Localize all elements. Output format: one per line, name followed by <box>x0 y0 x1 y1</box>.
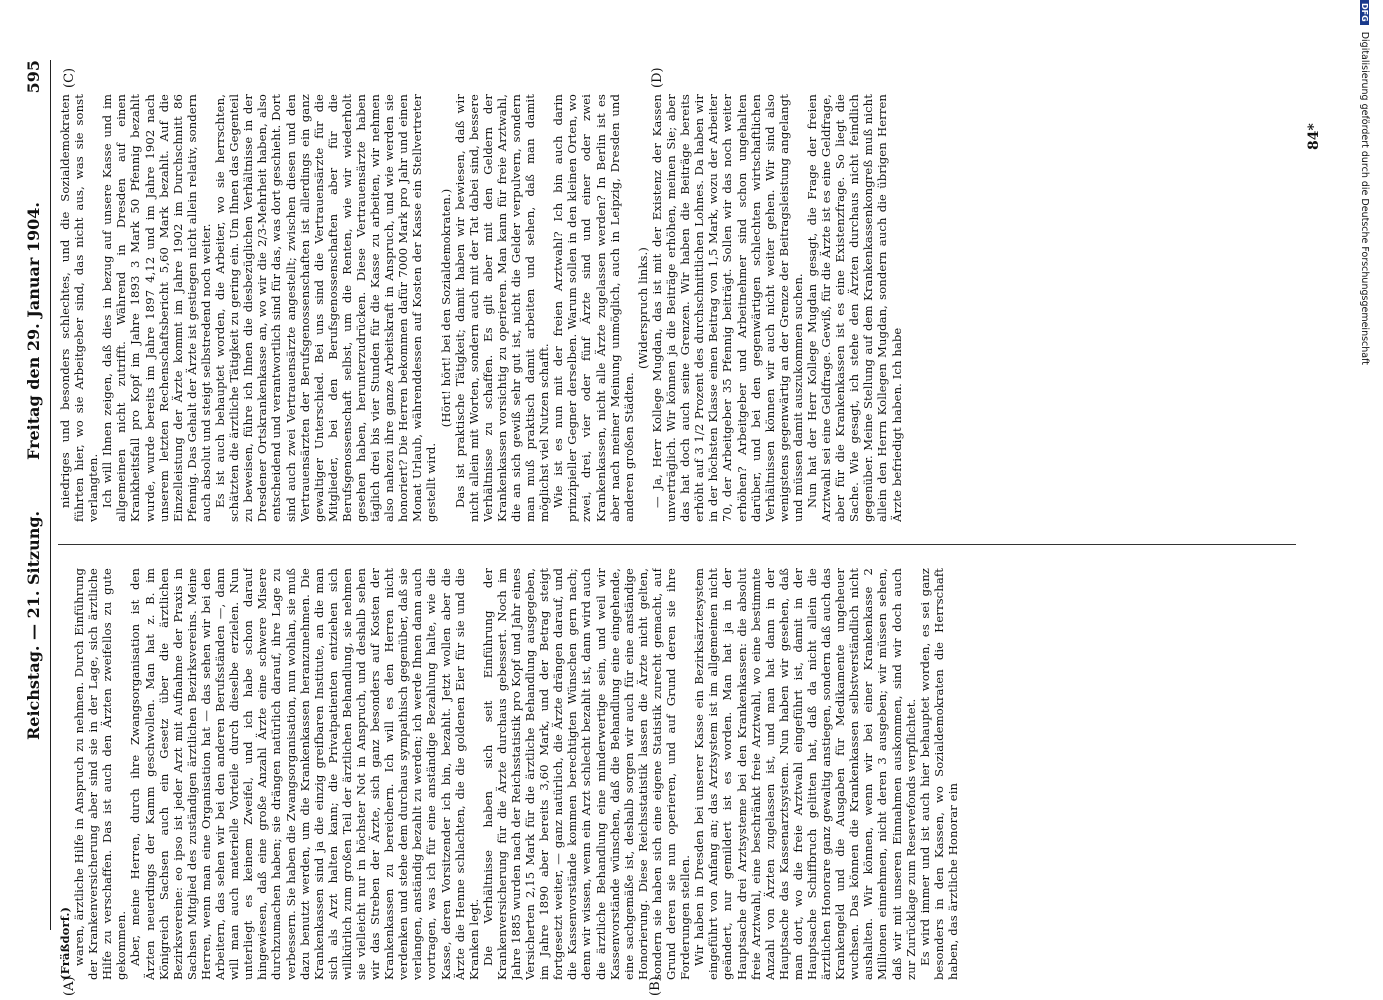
page-number: 595 <box>24 60 43 94</box>
paragraph <box>213 94 439 522</box>
right-column <box>58 94 1296 522</box>
paragraph-text: Wie ist es nun mit der freien Arztwahl? Ich bin auch darin prinzipieller Gegner derselben. Warum sollen in den kleinen Orten, wo zwei, drei, vier oder fünf Ärzte sind und einer oder zwei Krankenkassen, nicht alle Ärzte zugelassen werden? In Berlin ist es aber nach meiner Meinung unmöglich, auch in Leipzig, Dresden und anderen großen Städten. <box>551 94 636 522</box>
header-date: Freitag den 29. Januar 1904. <box>24 202 43 460</box>
digitization-credit <box>1356 0 1370 1000</box>
paragraph <box>439 94 453 522</box>
paragraph-text: waren, ärztliche Hilfe in Anspruch zu nehmen. Durch Einführung der Krankenversicherung aber sind sie in der Lage, sich ärztliche Hilfe zu verschaffen. Das ist auch den Ärzten zweifellos zu gute gekommen. <box>72 568 129 980</box>
paragraph <box>551 94 636 522</box>
paragraph-text: Die Verhältnisse haben sich seit Einführung der Krankenversicherung für die Ärzte durchaus gebessert. Noch im Jahre 1885 wurden nach der Reichsstatistik pro Kopf und Jahr eines Versicherten 2,15 Mark für die ärztliche Behandlung ausgegeben, im Jahre 1890 aber bereits 3,60 Mark, und der Betrag steigt fortgesetzt weiter, — ganz natürlich, die Ärzte drängen darauf, und die Kassenvorstände kommen berechtigten Wünschen gern nach; denn wir wissen, wenn ein Arzt schlecht bezahlt ist, dann wird auch die ärztliche Behandlung eine minderwertige sein, und weil wir Kassenvorstände wünschen, daß die Behandlung eine eingehende, eine sachgemäße ist, deshalb sorgen wir auch für eine anständige Honorierung. Diese Reichsstatistik lassen die Ärzte nicht gelten, sondern sie haben sich eine eigene Statistik zurecht gemacht, auf Grund deren sie nun operieren, und auf Grund deren sie ihre Forderungen stellen. <box>480 568 693 980</box>
paragraph <box>650 94 805 522</box>
paragraph <box>918 568 960 980</box>
paragraph <box>72 568 128 980</box>
paragraph-text: — Ja, Herr Kollege Mugdan, das ist mit der Existenz der Kassen unverträglich. Wir können ja die Beiträge erhöhen, meinen Sie; aber das hat doch auch seine Grenzen. Wir haben die Beiträge bereits erhöht auf 3 1/2 Prozent des durchschnittlichen Lohnes. Da haben wir in der höchsten Klasse einen Beitrag von 1,5 Mark, wozu der Arbeiter 70, der Arbeitgeber 35 Pfennig beiträgt. Sollen wir das noch weiter erhöhen? Arbeitgeber und Arbeitnehmer sind schon ungehalten darüber, und bei den gegenwärtigen schlechten wirtschaftlichen Verhältnissen können wir auch nicht weiter gehen. Wir sind also wenigstens gegenwärtig an der Grenze der Beitragsleistung angelangt und müssen damit auszukommen suchen. <box>649 94 805 522</box>
paragraph-text: (Widerspruch links.) <box>635 247 650 369</box>
sheet-number: 84* <box>1306 123 1322 150</box>
paragraph-text: Nun hat der Herr Kollege Mugdan gesagt, die Frage der freien Arztwahl sei eine Geldfrage. Gewiß, für die Ärzte ist es eine Geldfrage, aber für die Krankenkassen ist es eine Existenzfrage. So liegt die Sache. Wie gesagt, ich stehe den Ärzten durchaus nicht feindlich gegenüber. Meine Stellung auf dem Krankenkassenkongreß muß nicht allein den Herrn Kollegen Mugdan, sondern auch die übrigen Herren Ärzte befriedigt haben. Ich habe <box>804 94 904 522</box>
paragraph-text: Das ist praktische Tätigkeit; damit haben wir bewiesen, daß wir nicht allein mit Worten, sondern auch mit der Tat dabei sind, bessere Verhältnisse zu schaffen. Es gilt aber mit den Geldern der Krankenkassen vorsichtig zu operieren. Man kann für freie Arztwahl, die an sich gewiß sehr gut ist, nicht die Gelder verpulvern, sondern man muß praktisch damit arbeiten und sehen, daß man damit möglichst viel Nutzen schafft. <box>452 94 552 522</box>
speaker-name: (Fräßdorf.) <box>58 906 72 980</box>
header-session: Reichstag. — 21. Sitzung. <box>24 510 43 740</box>
page-header <box>20 60 51 930</box>
paragraph-text: Es ist auch behauptet worden, die Arbeiter, wo sie herrschten, schätzten die ärztliche Tätigkeit zu gering ein. Um Ihnen das Gegenteil zu beweisen, führe ich Ihnen die diesbezüglichen Verhältnisse in der Dresdener Ortskrankenkasse an, wo wir die 2/3-Mehrheit haben, also entscheidend und verantwortlich sind für das, was dort geschieht. Dort sind auch zwei Vertrauensärzte angestellt; zwischen diesen und den Vertrauensärzten der Berufsgenossenschaften ist allerdings ein ganz gewaltiger Unterschied. Bei uns sind die Vertrauensärzte für die Mitglieder, bei den Berufsgenossenschaften aber für die Berufsgenossenschaft selbst, um die Renten, wie wir wiederholt gesehen haben, herunterzudrücken. Diese Vertrauensärzte haben täglich drei bis vier Stunden für die Kasse zu arbeiten, wir nehmen also nahezu ihre ganze Arbeitskraft in Anspruch, und wie werden sie honoriert? Die Herren bekommen dafür 7000 Mark pro Jahr und einen Monat Urlaub, währenddessen auf Kosten der Kasse ein Stellvertreter gestellt wird. <box>213 94 439 522</box>
column-divider <box>58 544 1296 545</box>
left-column <box>58 568 1296 980</box>
paragraph <box>58 568 72 980</box>
paragraph-text: Es wird immer und ist auch hier behauptet worden, es sei ganz besonders in den Kassen, wo Sozialdemokraten die Herrschaft haben, das ärztliche Honorar ein <box>917 568 960 980</box>
margin-mark-b: (B) <box>648 976 663 996</box>
paragraph <box>58 94 100 522</box>
margin-mark-a: (A) <box>62 976 77 996</box>
paragraph <box>453 94 552 522</box>
dfg-logo-icon: DFG <box>1360 0 1369 25</box>
paragraph-text: Ich will Ihnen zeigen, daß dies in bezug auf unsere Kasse und im allgemeinen nicht zutrifft. Während in Dresden auf einen Krankheitsfall pro Kopf im Jahre 1893 3 Mark 50 Pfennig bezahlt wurde, wurde bereits im Jahre 1897 4,12 und im Jahre 1902 nach unserem letzten Rechenschaftsbericht 5,60 Mark bezahlt. Auf die Einzelleistung der Ärzte kommt im Jahre 1902 im Durchschnitt 86 Pfennig. Das Gehalt der Ärzte ist gestiegen nicht allein relativ, sondern auch absolut und steigt selbstredend noch weiter. <box>100 94 213 522</box>
paragraph <box>805 94 904 522</box>
paragraph <box>636 94 650 522</box>
margin-mark-d: (D) <box>650 67 665 88</box>
paragraph <box>481 568 692 980</box>
margin-mark-c: (C) <box>62 67 77 88</box>
paragraph-text: (Hört! hört! bei den Sozialdemokraten.) <box>438 188 453 428</box>
paragraph-text: niedriges und besonders schlechtes, und die Sozialdemokraten führten hier, wo sie Arbeitgeber sind, das nicht aus, was sie sonst verlangten. <box>58 94 101 522</box>
paragraph <box>100 94 213 522</box>
paragraph <box>692 568 918 980</box>
paragraph-text: Aber, meine Herren, durch ihre Zwangsorganisation ist den Ärzten neuerdings der Kamm geschwollen. Man hat z. B. im Königreich Sachsen auch ein Gesetz über die ärztlichen Bezirksvereine: eo ipso ist jeder Arzt mit Aufnahme der Praxis in Sachsen Mitglied des zuständigen ärztlichen Bezirksvereins. Meine Herren, wenn man eine Organisation hat — das sehen wir bei den Arbeitern, das sehen wir bei den anderen Berufsständen —, dann will man auch materielle Vorteile durch dieselbe erzielen. Nun unterliegt es keinem Zweifel, und ich habe schon darauf hingewiesen, daß eine große Anzahl Ärzte eine schwere Misere durchzumachen haben; sie drängen natürlich darauf, ihre Lage zu verbessern. Sie haben die Zwangsorganisation, nun wohlan, sie muß dazu benutzt werden, um die Krankenkassen heranzunehmen. Die Krankenkassen sind ja die einzig greifbaren Institute, an die man sich als Arzt halten kann; die Privatpatienten entziehen sich willkürlich zum großen Teil der ärztlichen Behandlung, sie nehmen sie vielleicht nur in höchster Not in Anspruch, und deshalb sehen wir das Streben der Ärzte, sich ganz besonders auf Kosten der Krankenkassen zu bereichern. Ich will es den Herren nicht verdenken und stehe dem durchaus sympathisch gegenüber, daß sie verlangen, anständig bezahlt zu werden; ich werde Ihnen dann auch vortragen, was ich für eine anständige Bezahlung halte, wie die Kasse, deren Vorsitzender ich bin, bezahlt. Jetzt wollen aber die Ärzte die Henne schlachten, die die goldenen Eier für sie und die Kranken legt. <box>128 568 481 980</box>
credit-text: Digitalisierung gefördert durch die Deutsche Forschungsgemeinschaft <box>1359 31 1370 366</box>
paragraph <box>128 568 480 980</box>
paragraph-text: Wir haben in Dresden bei unserer Kasse ein Bezirksärztesystem eingeführt von Anfang an; das Arztsystem ist im allgemeinen nicht geändert, nur gemildert ist es worden. Man hat ja in der Hauptsache drei Arztsysteme bei den Krankenkassen: die absolut freie Arztwahl, eine beschränkt freie Arztwahl, wo eine bestimmte Anzahl von Ärzten zugelassen ist, und man hat dann in der Hauptsache das Kassenarztsystem. Nun haben wir gesehen, daß man dort, wo die freie Arztwahl eingeführt ist, damit in der Hauptsache Schiffbruch gelitten hat, daß da nicht allein die ärztlichen Honorare ganz gewaltig anstiegen, sondern daß auch das Krankengeld und die Ausgaben für Medikamente ungeheuer wuchsen. Das können die Krankenkassen selbstverständlich nicht aushalten. Wir können, wenn wir bei einer Krankenkasse 2 Millionen einnehmen, nicht deren 3 ausgeben; wir müssen sehen, daß wir mit unseren Einnahmen auskommen, sind wir doch auch zur Zurücklage zum Reservefonds verpflichtet. <box>692 568 918 980</box>
